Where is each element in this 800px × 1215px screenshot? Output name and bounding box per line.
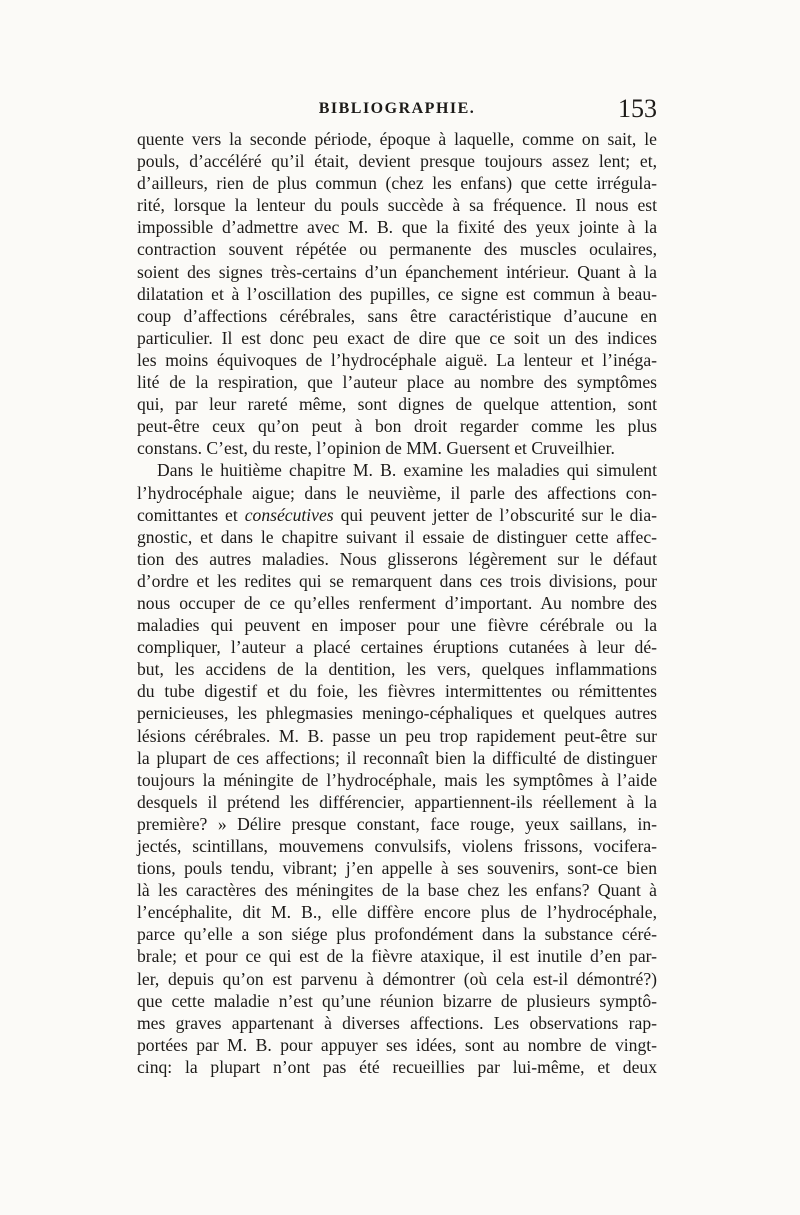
text-line: desquels il prétend les différencier, appartiennent-ils réellement à la bbox=[137, 791, 657, 812]
text-line: lité de la respiration, que l’auteur place au nombre des symptômes bbox=[137, 372, 657, 393]
text-line: du tube digestif et du foie, les fièvres intermittentes ou rémittentes bbox=[137, 681, 657, 702]
text-line: là les caractères des méningites de la base chez les enfans? Quant à bbox=[137, 880, 657, 901]
paragraph bbox=[137, 128, 657, 459]
text-line: pouls, d’accéléré qu’il était, devient presque toujours assez lent; et, bbox=[137, 151, 657, 172]
text-line: parce qu’elle a son siége plus profondément dans la substance céré- bbox=[137, 924, 657, 945]
text-line: tions, pouls tendu, vibrant; j’en appelle à ses souvenirs, sont-ce bien bbox=[137, 858, 657, 879]
text-line: quente vers la seconde période, époque à laquelle, comme on sait, le bbox=[137, 129, 657, 149]
text-line: maladies qui peuvent en imposer pour une fièvre cérébrale ou la bbox=[137, 615, 657, 636]
text-line: lésions cérébrales. M. B. passe un peu trop rapidement peut-être sur bbox=[137, 725, 657, 746]
text-line: cinq: la plupart n’ont pas été recueillies par lui-même, et deux bbox=[137, 1056, 657, 1077]
body-text bbox=[137, 128, 657, 1078]
text-line: que cette maladie n’est qu’une réunion bizarre de plusieurs symptô- bbox=[137, 990, 657, 1011]
text-line: portées par M. B. pour appuyer ses idées, sont au nombre de vingt- bbox=[137, 1034, 657, 1055]
text-line: comittantes et consécutives qui peuvent jetter de l’obscurité sur le dia- bbox=[137, 504, 657, 525]
text-line: nous occuper de ce qu’elles renferment d’important. Au nombre des bbox=[137, 592, 657, 613]
text-line: pernicieuses, les phlegmasies meningo-céphaliques et quelques autres bbox=[137, 703, 657, 724]
text-line: compliquer, l’auteur a placé certaines éruptions cutanées à leur dé- bbox=[137, 637, 657, 658]
italic-word: consécutives bbox=[244, 504, 334, 525]
text-line: constans. C’est, du reste, l’opinion de MM. Guersent et Cruveilhier. bbox=[137, 438, 615, 459]
page-header bbox=[137, 94, 657, 130]
text-line: d’ordre et les redites qui se remarquent dans ces trois divisions, pour bbox=[137, 570, 657, 591]
text-line: particulier. Il est donc peu exact de dire que ce soit un des indices bbox=[137, 327, 657, 348]
text-line: jectés, scintillans, mouvemens convulsifs, violens frissons, vocifera- bbox=[137, 836, 657, 856]
text-line: mes graves appartenant à diverses affections. Les observations rap- bbox=[137, 1012, 657, 1033]
paragraph bbox=[137, 459, 657, 1078]
page-number: 153 bbox=[618, 94, 657, 123]
text-line: l’encéphalite, dit M. B., elle diffère encore plus de l’hydrocéphale, bbox=[137, 902, 657, 923]
text-line: dilatation et à l’oscillation des pupilles, ce signe est commun à beau- bbox=[137, 283, 657, 304]
text-line: les moins équivoques de l’hydrocéphale aiguë. La lenteur et l’inéga- bbox=[137, 349, 657, 370]
text-line: rité, lorsque la lenteur du pouls succède à sa fréquence. Il nous est bbox=[137, 195, 657, 216]
text-line: toujours la méningite de l’hydrocéphale, mais les symptômes à l’aide bbox=[137, 769, 657, 790]
text-line: brale; et pour ce qui est de la fièvre ataxique, il est inutile d’en par- bbox=[137, 946, 657, 967]
text-line: contraction souvent répétée ou permanente des muscles oculaires, bbox=[137, 239, 657, 260]
text-line: la plupart de ces affections; il reconnaît bien la difficulté de distinguer bbox=[137, 747, 657, 768]
text-line: première? » Délire presque constant, face rouge, yeux saillans, in- bbox=[137, 813, 657, 834]
text-line: but, les accidens de la dentition, les vers, quelques inflammations bbox=[137, 659, 657, 680]
text-line: d’ailleurs, rien de plus commun (chez les enfans) que cette irrégula- bbox=[137, 173, 657, 194]
text-line: peut-être ceux qu’on peut à bon droit regarder comme les plus bbox=[137, 416, 657, 437]
text-line: tion des autres maladies. Nous glisserons légèrement sur le défaut bbox=[137, 548, 657, 569]
text-line: impossible d’admettre avec M. B. que la fixité des yeux jointe à la bbox=[137, 217, 657, 238]
text-line: coup d’affections cérébrales, sans être caractéristique d’aucune en bbox=[137, 305, 657, 326]
text-line: Dans le huitième chapitre M. B. examine les maladies qui simulent bbox=[157, 460, 657, 481]
text-line: l’hydrocéphale aigue; dans le neuvième, il parle des affections con- bbox=[137, 482, 657, 503]
text-line: qui, par leur rareté même, sont dignes de quelque attention, sont bbox=[137, 394, 657, 415]
text-line: soient des signes très-certains d’un épanchement intérieur. Quant à la bbox=[137, 261, 657, 282]
text-line: ler, depuis qu’on est parvenu à démontrer (où cela est-il démontré?) bbox=[137, 968, 657, 989]
running-title: BIBLIOGRAPHIE. bbox=[318, 100, 476, 117]
text-line: gnostic, et dans le chapitre suivant il essaie de distinguer cette affec- bbox=[137, 526, 657, 547]
